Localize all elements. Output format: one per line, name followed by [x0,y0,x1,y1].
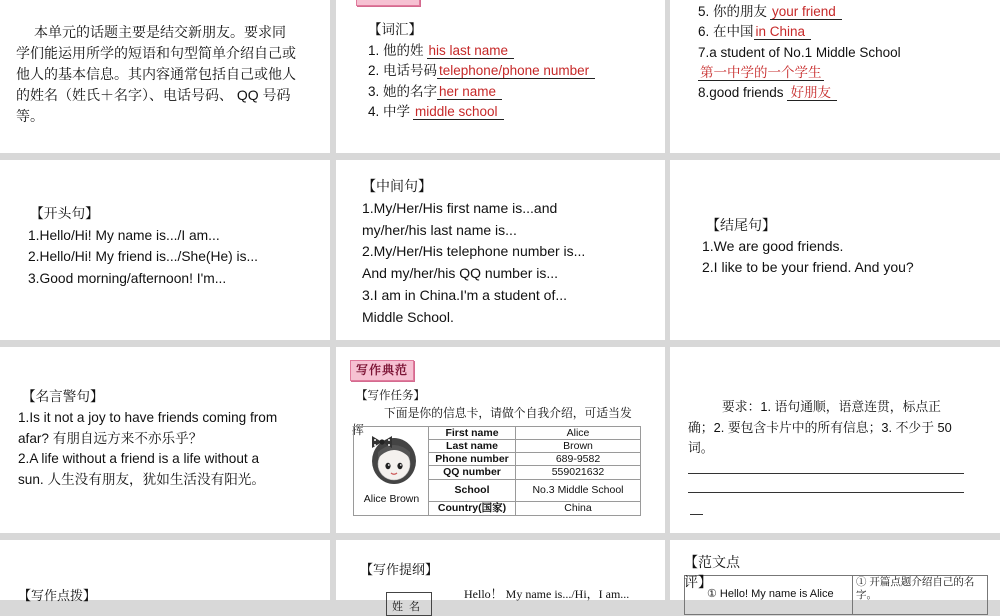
vocab-answer: her name [437,84,502,100]
vocab-heading: 【词汇】 [368,22,422,37]
opening-list [28,203,258,289]
vocab-answer: his last name [427,43,515,59]
vocab-prompt: 3. 她的名字 [368,83,438,99]
task-instruction: 挥 [352,423,364,437]
middle-line: 1.My/Her/His first name is...and [362,199,558,216]
intro-line: 本单元的话题主要是结交新朋友。要求同 [34,24,286,40]
slide-writing-outline[interactable] [336,540,665,613]
slide-vocab-2[interactable] [670,0,1000,153]
outline-text: Hello！ My name is.../Hi，I am... [464,587,630,601]
vocab-prompt: 4. 中学 [368,104,411,119]
middle-line: 3.I am in China.I'm a student of... [362,286,567,303]
vocab-answer: your friend [770,4,842,20]
closing-line: 2.I like to be your friend. And you? [702,259,914,275]
vocab-answer: in China [754,24,812,40]
slide-quotes[interactable] [0,347,330,533]
quotes-list [18,387,277,491]
review-heading-line: 评】 [684,574,712,590]
vocab-answer: 第一中学的一个学生 [700,64,822,80]
vocab-item [698,22,901,42]
vocab-answer: middle school [413,104,504,120]
card-value: Alice [516,427,641,440]
opening-line: 2.Hello/Hi! My friend is.../She(He) is... [28,249,259,264]
vocab-answer: 好朋友 [787,85,838,101]
quote-line: sun. 人生没有朋友，犹如生活没有阳光。 [18,472,265,488]
quotes-heading: 【名言警句】 [22,389,104,404]
review-comment [856,576,974,602]
vocab-prompt: 1. 他的姓 [368,42,424,58]
cartoon-girl-icon [364,428,420,488]
opening-line: 1.Hello/Hi! My name is.../I am... [28,227,220,243]
card-label: Last name [429,440,516,453]
vocab-answer: telephone/phone number [437,63,595,79]
slide-requirements[interactable] [670,347,1000,533]
answer-line [688,473,964,474]
outline-heading: 【写作提纲】 [360,562,439,577]
task-instruction: 下面是你的信息卡，请做个自我介绍，可适当发 [384,406,632,420]
card-value: Brown [516,440,641,453]
slide-closing-sentences[interactable] [670,160,1000,340]
outline-name-box: 姓名 [386,592,432,616]
closing-line: 1.We are good friends. [702,238,844,254]
review-heading [684,552,740,592]
requirement-line: 要求：1. 语句通顺，语意连贯，标点正 [722,399,941,414]
answer-line [688,492,964,493]
middle-line: 2.My/Her/His telephone number is... [362,243,586,260]
vocab-item [368,61,595,82]
review-heading-line: 【范文点 [684,554,740,570]
middle-list [362,176,585,329]
vocab-item [368,41,595,62]
card-label: Country(国家) [429,501,516,515]
quote-line: 2.A life without a friend is a life without a [18,451,260,467]
card-label: QQ number [429,466,516,479]
requirement-line: 词。 [688,440,714,455]
vocab-prompt: 8.good friends [698,85,784,101]
review-divider [852,576,853,614]
vocab-list [368,20,595,123]
intro-line: 他人的基本信息。其内容通常包括自己或他人 [16,66,296,82]
slide-model-task[interactable] [336,347,665,533]
review-sentence: ① Hello! My name is Alice [707,588,834,600]
opening-heading: 【开头句】 [30,206,99,221]
vocab-list [698,2,901,103]
intro-line: 学们能运用所学的短语和句型简单介绍自己或 [16,45,296,61]
review-comment-line: 字。 [856,589,877,601]
section-tag: 写作典范 [350,360,414,381]
intro-line: 的姓名（姓氏＋名字）、电话号码、 QQ 号码 [16,87,291,103]
requirements-text [688,397,952,459]
card-value: 559021632 [516,466,641,479]
middle-heading: 【中间句】 [362,178,432,194]
middle-line: Middle School. [362,308,454,325]
slide-middle-sentences[interactable] [336,160,665,340]
card-value: No.3 Middle School [516,479,641,501]
tips-heading: 【写作点拨】 [18,588,97,603]
section-tag-clipped [356,0,420,6]
card-owner-name: Alice Brown [363,493,420,505]
vocab-prompt: 2. 电话号码 [368,63,438,78]
quote-line: 1.Is it not a joy to have friends coming from [18,409,278,425]
intro-line: 等。 [16,108,44,124]
card-label: Phone number [429,453,516,466]
card-label: First name [429,427,516,440]
info-card [353,426,641,516]
answer-line [690,514,703,515]
vocab-prompt: 5. 你的朋友 [698,4,768,19]
review-comment-line: ① 开篇点题介绍自己的名 [856,576,975,588]
intro-paragraph [16,22,296,127]
slide-opening-sentences[interactable] [0,160,330,340]
requirement-line: 确；2. 要包含卡片中的所有信息；3. 不少于 50 [688,419,952,435]
middle-line: my/her/his last name is... [362,221,517,238]
card-label: School [429,479,516,501]
slide-writing-tips[interactable] [0,540,330,603]
slide-vocab-1[interactable] [336,0,665,153]
middle-line: And my/her/his QQ number is... [362,265,559,282]
task-heading: 【写作任务】 [356,390,425,402]
card-value: China [516,501,641,515]
card-value: 689-9582 [516,453,641,466]
vocab-item [368,82,595,103]
slide-model-review[interactable] [670,540,1000,600]
closing-heading: 【结尾句】 [706,217,776,233]
vocab-item [698,63,901,83]
vocab-item [698,83,901,103]
vocab-item [368,102,595,123]
opening-line: 3.Good morning/afternoon! I'm... [28,270,227,286]
vocab-prompt: 6. 在中国 [698,24,754,40]
closing-list [702,215,914,278]
quote-line: afar? 有朋自远方来不亦乐乎？ [18,430,203,446]
vocab-item [698,2,901,22]
slide-intro[interactable] [0,0,330,153]
vocab-item [698,43,901,63]
photo-cell [354,427,429,516]
vocab-prompt: 7.a student of No.1 Middle School [698,44,901,60]
